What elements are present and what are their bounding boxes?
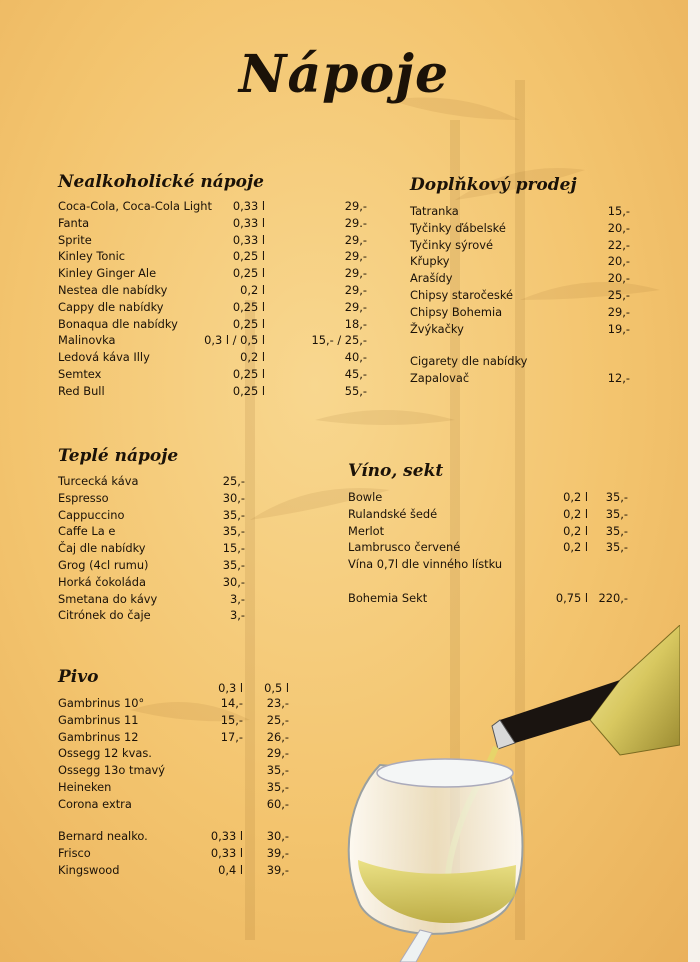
item-name: Bowle — [348, 490, 383, 504]
column-header-small: 0,3 l — [218, 681, 243, 695]
item-volume: 0,25 l — [232, 383, 265, 398]
item-price: 45,- — [344, 367, 367, 381]
item-name: Ossegg 13o tmavý — [58, 763, 166, 778]
item-price: 12,- — [607, 370, 630, 385]
item-name: Gambrinus 11 — [58, 712, 139, 727]
menu-row — [58, 712, 298, 729]
item-name: Vína 0,7l dle vinného lístku — [348, 557, 503, 572]
item-price-large: 25,- — [266, 712, 289, 727]
item-name: Ossegg 12 kvas. — [58, 746, 152, 761]
item-volume: 0,25 l — [232, 299, 265, 314]
menu-row — [58, 383, 443, 400]
menu-row — [58, 507, 245, 524]
item-volume: 0,4 l — [218, 862, 243, 877]
item-name: Citrónek do čaje — [58, 608, 151, 623]
menu-row — [58, 828, 298, 845]
menu-row — [58, 762, 298, 779]
menu-row — [348, 556, 638, 573]
item-name: Nestea dle nabídky — [58, 283, 168, 297]
menu-row — [58, 265, 443, 282]
item-price: 19,- — [607, 321, 630, 336]
column-header-large: 0,5 l — [264, 681, 289, 695]
item-price: 22,- — [607, 237, 630, 252]
item-price: 35,- — [605, 490, 628, 504]
vino-list — [348, 489, 638, 614]
menu-row — [410, 220, 630, 237]
item-price: 35,- — [222, 507, 245, 522]
item-volume: 0,2 l — [240, 350, 265, 365]
item-price: 29,- — [607, 304, 630, 319]
teple-list — [58, 473, 245, 633]
doplnkovy-list — [410, 203, 630, 393]
item-price: 25,- — [607, 288, 630, 302]
item-price: 15,- / 25,- — [311, 333, 367, 348]
menu-row — [58, 540, 245, 557]
item-price: 20,- — [607, 220, 630, 235]
menu-row — [58, 248, 443, 265]
menu-row — [58, 523, 245, 540]
item-name: Chipsy Bohemia — [410, 304, 503, 319]
item-name: Grog (4cl rumu) — [58, 558, 149, 572]
item-volume: 0,33 l — [210, 829, 243, 843]
item-name: Rulandské šedé — [348, 506, 438, 521]
menu-row — [58, 332, 443, 349]
item-price: 29,- — [344, 283, 367, 297]
menu-row — [410, 370, 630, 387]
item-price-large: 60,- — [266, 796, 289, 811]
item-price-small: 15,- — [220, 712, 243, 727]
nealko-list — [58, 198, 443, 408]
item-price: 18,- — [344, 316, 367, 331]
item-price: 20,- — [607, 254, 630, 269]
menu-row — [410, 287, 630, 304]
item-price: 15,- — [222, 541, 245, 556]
menu-row — [58, 729, 298, 746]
item-name: Bonaqua dle nabídky — [58, 316, 178, 331]
menu-row — [58, 232, 443, 249]
item-name: Kingswood — [58, 862, 120, 877]
item-name: Coca-Cola, Coca-Cola Light — [58, 199, 212, 213]
item-name: Turcecká káva — [58, 474, 139, 488]
nealko-heading: Nealkoholické nápoje — [58, 172, 264, 192]
item-price: 29,- — [344, 266, 367, 281]
item-price: 3,- — [230, 608, 245, 623]
menu-row — [348, 539, 638, 556]
item-volume: 0,25 l — [232, 266, 265, 281]
item-price-large: 29,- — [266, 746, 289, 761]
item-price: 29.- — [344, 215, 367, 230]
item-name: Espresso — [58, 490, 109, 505]
item-name: Tyčinky ďábelské — [410, 220, 506, 235]
menu-row — [410, 321, 630, 338]
menu-row — [58, 198, 443, 215]
item-name: Gambrinus 10° — [58, 696, 145, 710]
menu-row — [58, 299, 443, 316]
item-volume: 0,2 l — [563, 523, 588, 538]
item-name: Frisco — [58, 845, 91, 860]
menu-row — [58, 366, 443, 383]
item-price-large: 35,- — [266, 780, 289, 794]
item-volume: 0,2 l — [563, 506, 588, 521]
item-volume: 0,2 l — [240, 283, 265, 297]
item-name: Cappuccino — [58, 507, 125, 522]
item-name: Lambrusco červené — [348, 540, 461, 555]
menu-row — [58, 490, 245, 507]
menu-row — [58, 695, 298, 712]
item-name: Smetana do kávy — [58, 591, 158, 606]
item-name: Merlot — [348, 523, 385, 538]
page-edge — [688, 0, 700, 962]
item-name: Zapalovač — [410, 370, 470, 385]
menu-row — [348, 506, 638, 523]
item-name: Semtex — [58, 367, 102, 381]
item-name: Tatranka — [410, 204, 459, 218]
item-name: Gambrinus 12 — [58, 729, 139, 744]
item-price: 40,- — [344, 350, 367, 365]
menu-row — [58, 557, 245, 574]
item-volume: 0,25 l — [232, 249, 265, 264]
menu-row — [58, 607, 245, 624]
pivo-list — [58, 678, 298, 883]
wine-pouring-illustration — [320, 625, 680, 962]
menu-row — [58, 349, 443, 366]
item-price: 39,- — [266, 845, 289, 860]
item-price-large: 26,- — [266, 729, 289, 744]
item-name: Čaj dle nabídky — [58, 541, 146, 556]
item-name: Bohemia Sekt — [348, 591, 428, 605]
menu-row — [410, 237, 630, 254]
item-price: 29,- — [344, 249, 367, 264]
item-price-small: 17,- — [220, 729, 243, 744]
page-title: Nápoje — [238, 44, 450, 105]
menu-row — [410, 353, 630, 370]
menu-row — [58, 796, 298, 813]
item-volume: 0,33 l — [210, 845, 243, 860]
item-volume: 0,75 l — [555, 591, 588, 605]
item-volume: 0,33 l — [232, 215, 265, 230]
item-volume: 0,33 l — [232, 199, 265, 213]
menu-row — [348, 489, 638, 506]
item-name: Caffe La e — [58, 524, 116, 539]
item-name: Kinley Tonic — [58, 249, 126, 264]
item-name: Red Bull — [58, 383, 105, 398]
item-price: 35,- — [605, 540, 628, 555]
item-price: 39,- — [266, 862, 289, 877]
menu-row — [410, 203, 630, 220]
item-name: Corona extra — [58, 796, 132, 811]
item-name: Cappy dle nabídky — [58, 299, 164, 314]
item-name: Tyčinky sýrové — [410, 237, 493, 252]
item-price: 220,- — [598, 591, 628, 605]
item-name: Křupky — [410, 254, 450, 269]
doplnkovy-heading: Doplňkový prodej — [410, 175, 577, 195]
item-price: 3,- — [230, 591, 245, 606]
item-price: 30,- — [222, 574, 245, 589]
menu-row — [58, 591, 245, 608]
menu-row — [58, 316, 443, 333]
pivo-heading: Pivo — [58, 667, 99, 687]
menu-row — [58, 862, 298, 879]
menu-row — [348, 590, 638, 607]
item-price: 29,- — [344, 232, 367, 247]
item-price-large: 35,- — [266, 763, 289, 778]
item-price: 29,- — [344, 299, 367, 314]
item-name: Heineken — [58, 780, 112, 794]
item-name: Cigarety dle nabídky — [410, 354, 528, 368]
item-price: 30,- — [266, 829, 289, 843]
menu-row — [410, 253, 630, 270]
item-price-small: 14,- — [220, 696, 243, 710]
item-name: Fanta — [58, 215, 90, 230]
item-price: 35,- — [222, 558, 245, 572]
item-volume: 0,3 l / 0,5 l — [204, 333, 265, 348]
menu-row — [410, 304, 630, 321]
item-price: 20,- — [607, 271, 630, 286]
item-price-large: 23,- — [266, 696, 289, 710]
item-price: 15,- — [607, 204, 630, 218]
item-price: 35,- — [222, 524, 245, 539]
item-volume: 0,2 l — [563, 540, 588, 555]
menu-row — [58, 473, 245, 490]
item-name: Žvýkačky — [410, 321, 464, 336]
item-price: 35,- — [605, 506, 628, 521]
menu-row — [58, 282, 443, 299]
item-volume: 0,33 l — [232, 232, 265, 247]
item-volume: 0,25 l — [232, 316, 265, 331]
item-price: 55,- — [344, 383, 367, 398]
menu-row — [58, 215, 443, 232]
item-price: 25,- — [222, 474, 245, 488]
vino-heading: Víno, sekt — [348, 461, 444, 481]
item-volume: 0,2 l — [563, 490, 588, 504]
menu-row — [58, 845, 298, 862]
item-name: Malinovka — [58, 333, 116, 348]
menu-row — [58, 779, 298, 796]
menu-row — [410, 270, 630, 287]
item-name: Sprite — [58, 232, 92, 247]
item-name: Horká čokoláda — [58, 574, 146, 589]
item-price: 35,- — [605, 523, 628, 538]
item-name: Kinley Ginger Ale — [58, 266, 157, 281]
item-name: Arašídy — [410, 271, 453, 286]
item-name: Ledová káva Illy — [58, 350, 150, 365]
menu-row — [58, 574, 245, 591]
item-volume: 0,25 l — [232, 367, 265, 381]
item-name: Bernard nealko. — [58, 829, 148, 843]
menu-row — [348, 523, 638, 540]
menu-row — [58, 745, 298, 762]
teple-heading: Teplé nápoje — [58, 446, 179, 466]
item-price: 30,- — [222, 490, 245, 505]
item-name: Chipsy staročeské — [410, 288, 514, 302]
item-price: 29,- — [344, 199, 367, 213]
